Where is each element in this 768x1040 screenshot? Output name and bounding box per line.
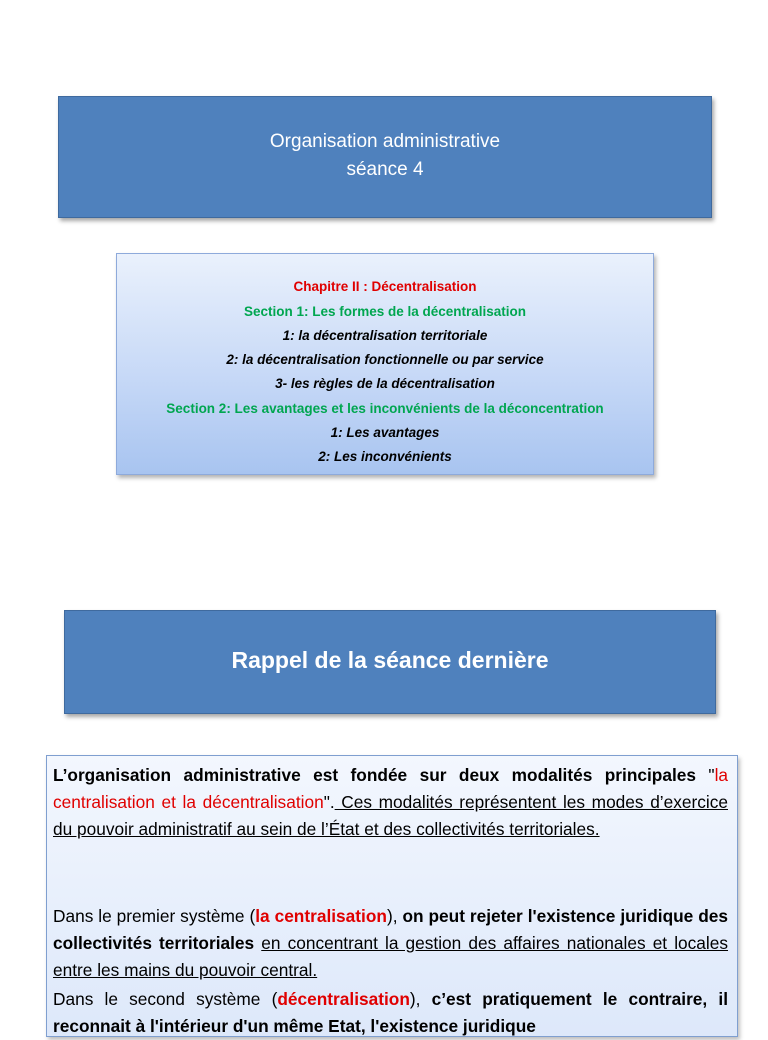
p1-underlined-text: Ces modalités représentent les modes d’exercice du pouvoir administratif au sein de l’État et des collectivités territoriales. — [53, 792, 728, 839]
toc-item-2: 2: la décentralisation fonctionnelle ou par service — [226, 352, 544, 367]
p3-text-a: Dans le second système ( — [53, 989, 278, 1009]
p3-bold-text: c’est pratiquement le contraire, il reconnait à l'intérieur d'un même Etat, l'existence juridique — [53, 989, 728, 1036]
paragraph-1 — [53, 762, 728, 843]
body-text-box — [46, 755, 738, 1037]
p2-red-text: la centralisation — [255, 906, 387, 926]
toc-section-2: Section 2: Les avantages et les inconvénients de la déconcentration — [166, 401, 604, 416]
p2-text-a: Dans le premier système ( — [53, 906, 256, 926]
toc-section-1: Section 1: Les formes de la décentralisation — [243, 304, 527, 319]
p2-text-b: ), — [386, 906, 403, 926]
paragraph-2 — [53, 903, 728, 984]
p1-quote-open: " — [696, 765, 715, 785]
p3-text-b: ), — [409, 989, 432, 1009]
slide-title-line2: séance 4 — [346, 159, 424, 180]
rappel-title: Rappel de la séance dernière — [231, 647, 549, 673]
p1-quote-close: ". — [323, 792, 335, 812]
p2-underlined-text: en concentrant la gestion des affaires nationales et locales entre les mains du pouvoir central. — [53, 933, 729, 980]
p3-red-text: décentralisation — [277, 989, 410, 1009]
p2-bold-text: on peut rejeter l'existence juridique des collectivités territoriales — [53, 906, 729, 953]
paragraph-3 — [53, 986, 728, 1040]
toc-item-5: 2: Les inconvénients — [318, 449, 452, 464]
toc-item-1: 1: la décentralisation territoriale — [282, 328, 488, 343]
slide-title-line1: Organisation administrative — [269, 131, 501, 152]
p1-red-text: la centralisation et la décentralisation — [53, 765, 729, 812]
toc-item-4: 1: Les avantages — [330, 425, 440, 440]
p1-bold-text: L’organisation administrative est fondée sur deux modalités principales — [53, 765, 696, 785]
rappel-title-box — [64, 610, 716, 714]
table-of-contents-box — [116, 253, 654, 475]
title-slide-box — [58, 96, 712, 218]
toc-chapter: Chapitre II : Décentralisation — [293, 279, 477, 294]
toc-item-3: 3- les règles de la décentralisation — [275, 376, 495, 391]
